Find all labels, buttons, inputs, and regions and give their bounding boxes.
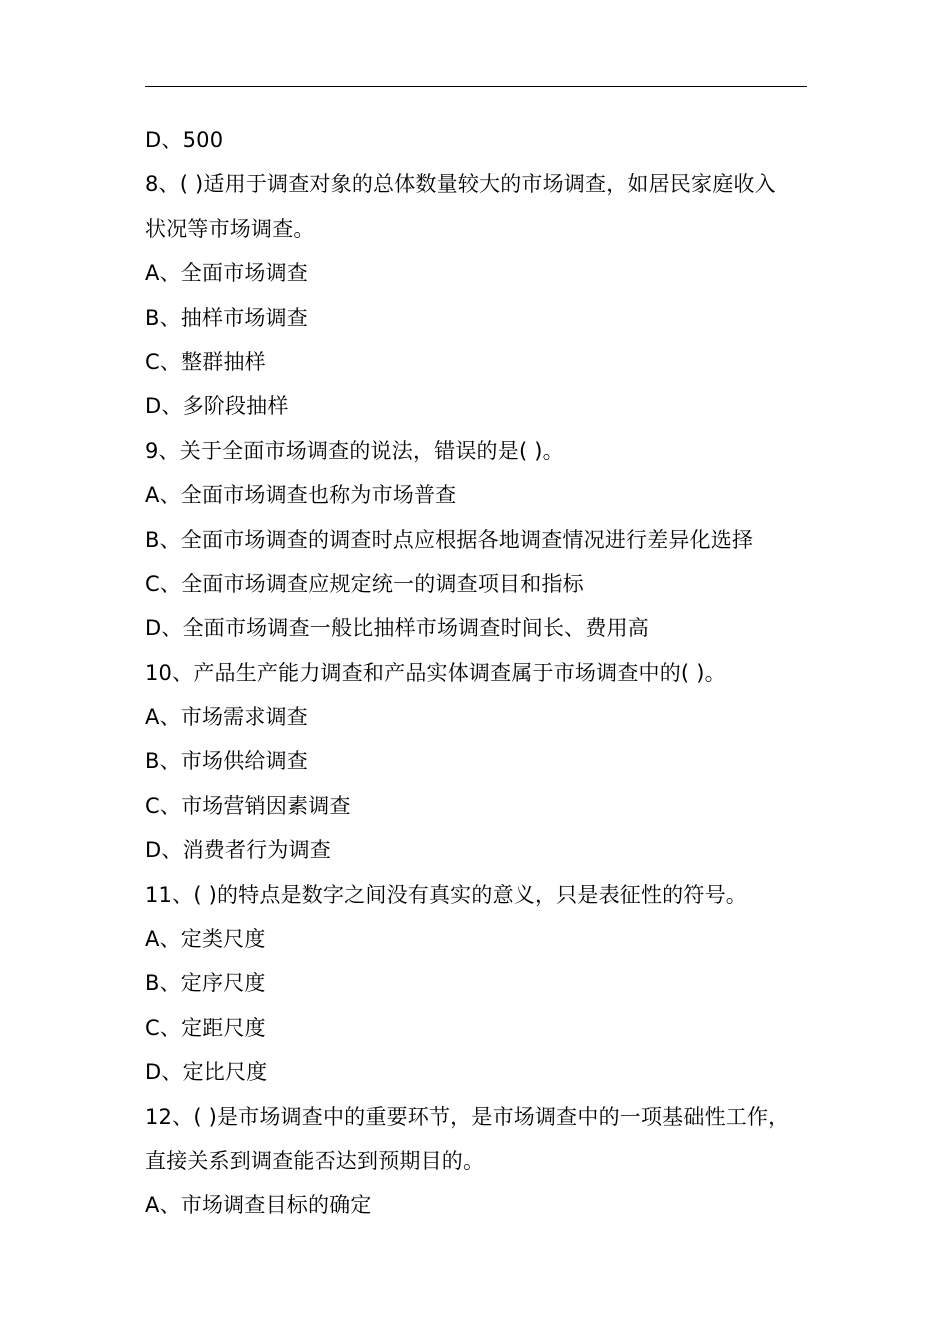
option-11-d: D、定比尺度 (145, 1060, 268, 1085)
option-9-a: A、全面市场调查也称为市场普查 (145, 483, 457, 508)
option-10-a: A、市场需求调查 (145, 705, 308, 730)
option-11-c: C、定距尺度 (145, 1015, 266, 1040)
question-8-line-1: 8、( )适用于调查对象的总体数量较大的市场调查，如居民家庭收入 (145, 172, 776, 197)
document-body (145, 118, 815, 1228)
question-10: 10、产品生产能力调查和产品实体调查属于市场调查中的( )。 (145, 660, 726, 685)
option-9-b: B、全面市场调查的调查时点应根据各地调查情况进行差异化选择 (145, 527, 754, 552)
option-7-d: D、500 (145, 128, 224, 152)
question-9: 9、关于全面市场调查的说法，错误的是( )。 (145, 438, 564, 463)
option-11-a: A、定类尺度 (145, 927, 266, 952)
option-10-d: D、消费者行为调查 (145, 838, 331, 863)
option-8-b: B、抽样市场调查 (145, 305, 309, 330)
option-12-a: A、市场调查目标的确定 (145, 1193, 372, 1218)
question-12-line-2: 直接关系到调查能否达到预期目的。 (145, 1148, 485, 1173)
header-rule (145, 86, 807, 87)
option-8-d: D、多阶段抽样 (145, 394, 289, 419)
question-11: 11、( )的特点是数字之间没有真实的意义，只是表征性的符号。 (145, 882, 747, 907)
question-12-line-1: 12、( )是市场调查中的重要环节，是市场调查中的一项基础性工作， (145, 1104, 790, 1129)
option-8-a: A、全面市场调查 (145, 261, 308, 286)
option-8-c: C、整群抽样 (145, 349, 266, 374)
option-11-b: B、定序尺度 (145, 971, 266, 996)
option-9-c: C、全面市场调查应规定统一的调查项目和指标 (145, 571, 584, 596)
option-10-b: B、市场供给调查 (145, 749, 309, 774)
option-10-c: C、市场营销因素调查 (145, 793, 351, 818)
option-9-d: D、全面市场调查一般比抽样市场调查时间长、费用高 (145, 616, 649, 641)
question-8-line-2: 状况等市场调查。 (145, 216, 315, 241)
